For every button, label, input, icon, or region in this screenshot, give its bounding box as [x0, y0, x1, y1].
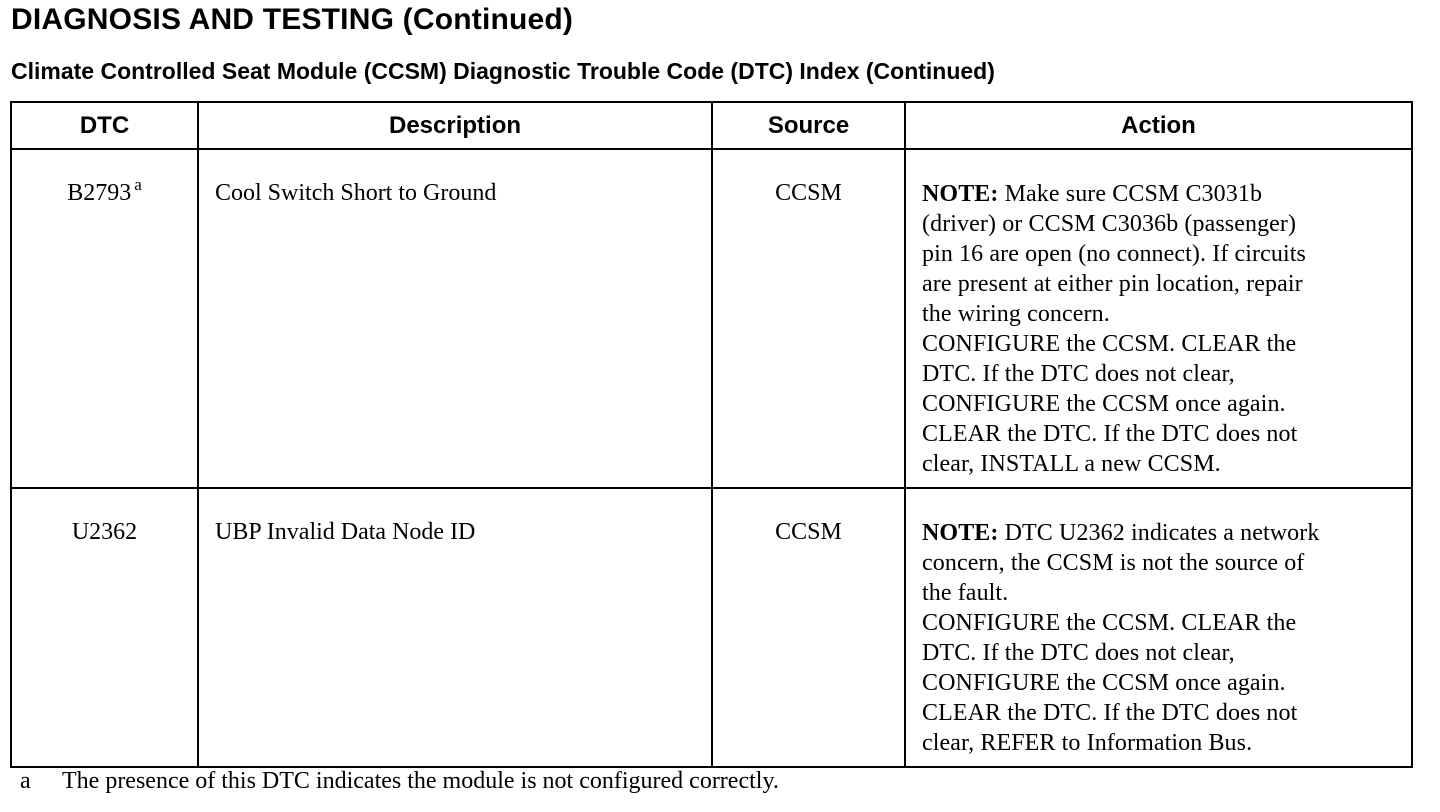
- dtc-cell: [11, 488, 198, 767]
- table-title: Climate Controlled Seat Module (CCSM) Diagnostic Trouble Code (DTC) Index (Continued): [11, 58, 995, 84]
- dtc-code: U2362: [71, 519, 138, 545]
- footnote-text: The presence of this DTC indicates the module is not configured correctly.: [62, 768, 779, 794]
- column-header-dtc: DTC: [11, 102, 198, 149]
- description-cell: UBP Invalid Data Node ID: [198, 488, 712, 767]
- action-text: DTC U2362 indicates a network: [998, 520, 1320, 546]
- action-line: (driver) or CCSM C3036b (passenger): [922, 211, 1297, 237]
- column-header-source: Source: [712, 102, 905, 149]
- description-cell: Cool Switch Short to Ground: [198, 149, 712, 488]
- action-line: CONFIGURE the CCSM. CLEAR the: [922, 610, 1297, 636]
- column-header-action: Action: [905, 102, 1412, 149]
- footnote: [20, 765, 779, 797]
- action-line: concern, the CCSM is not the source of: [922, 550, 1305, 576]
- source-cell: CCSM: [712, 488, 905, 767]
- note-label: NOTE:: [922, 181, 999, 207]
- action-line: CLEAR the DTC. If the DTC does not: [922, 700, 1298, 726]
- action-line: CONFIGURE the CCSM once again.: [922, 391, 1286, 417]
- source-cell: CCSM: [712, 149, 905, 488]
- action-line: pin 16 are open (no connect). If circuits: [922, 241, 1306, 267]
- action-line: [922, 518, 1395, 548]
- footnote-marker: a: [20, 768, 31, 794]
- action-line: CONFIGURE the CCSM once again.: [922, 670, 1286, 696]
- action-cell: [905, 149, 1412, 488]
- action-line: the fault.: [922, 580, 1009, 606]
- dtc-index-table: [10, 101, 1413, 768]
- action-line: [922, 179, 1395, 209]
- table-row: [11, 488, 1412, 767]
- action-line: CLEAR the DTC. If the DTC does not: [922, 421, 1298, 447]
- dtc-code: B2793: [67, 180, 132, 206]
- table-row: [11, 149, 1412, 488]
- action-line: clear, INSTALL a new CCSM.: [922, 451, 1221, 477]
- table-header-row: [11, 102, 1412, 149]
- dtc-cell: [11, 149, 198, 488]
- column-header-description: Description: [198, 102, 712, 149]
- action-line: the wiring concern.: [922, 301, 1110, 327]
- note-label: NOTE:: [922, 520, 999, 546]
- action-line: clear, REFER to Information Bus.: [922, 730, 1253, 756]
- action-line: DTC. If the DTC does not clear,: [922, 640, 1235, 666]
- page-title: DIAGNOSIS AND TESTING (Continued): [11, 3, 574, 36]
- action-cell: [905, 488, 1412, 767]
- action-line: DTC. If the DTC does not clear,: [922, 361, 1235, 387]
- action-line: CONFIGURE the CCSM. CLEAR the: [922, 331, 1297, 357]
- action-text: Make sure CCSM C3031b: [998, 181, 1263, 207]
- footnote-reference: a: [134, 175, 142, 194]
- action-line: are present at either pin location, repair: [922, 271, 1303, 297]
